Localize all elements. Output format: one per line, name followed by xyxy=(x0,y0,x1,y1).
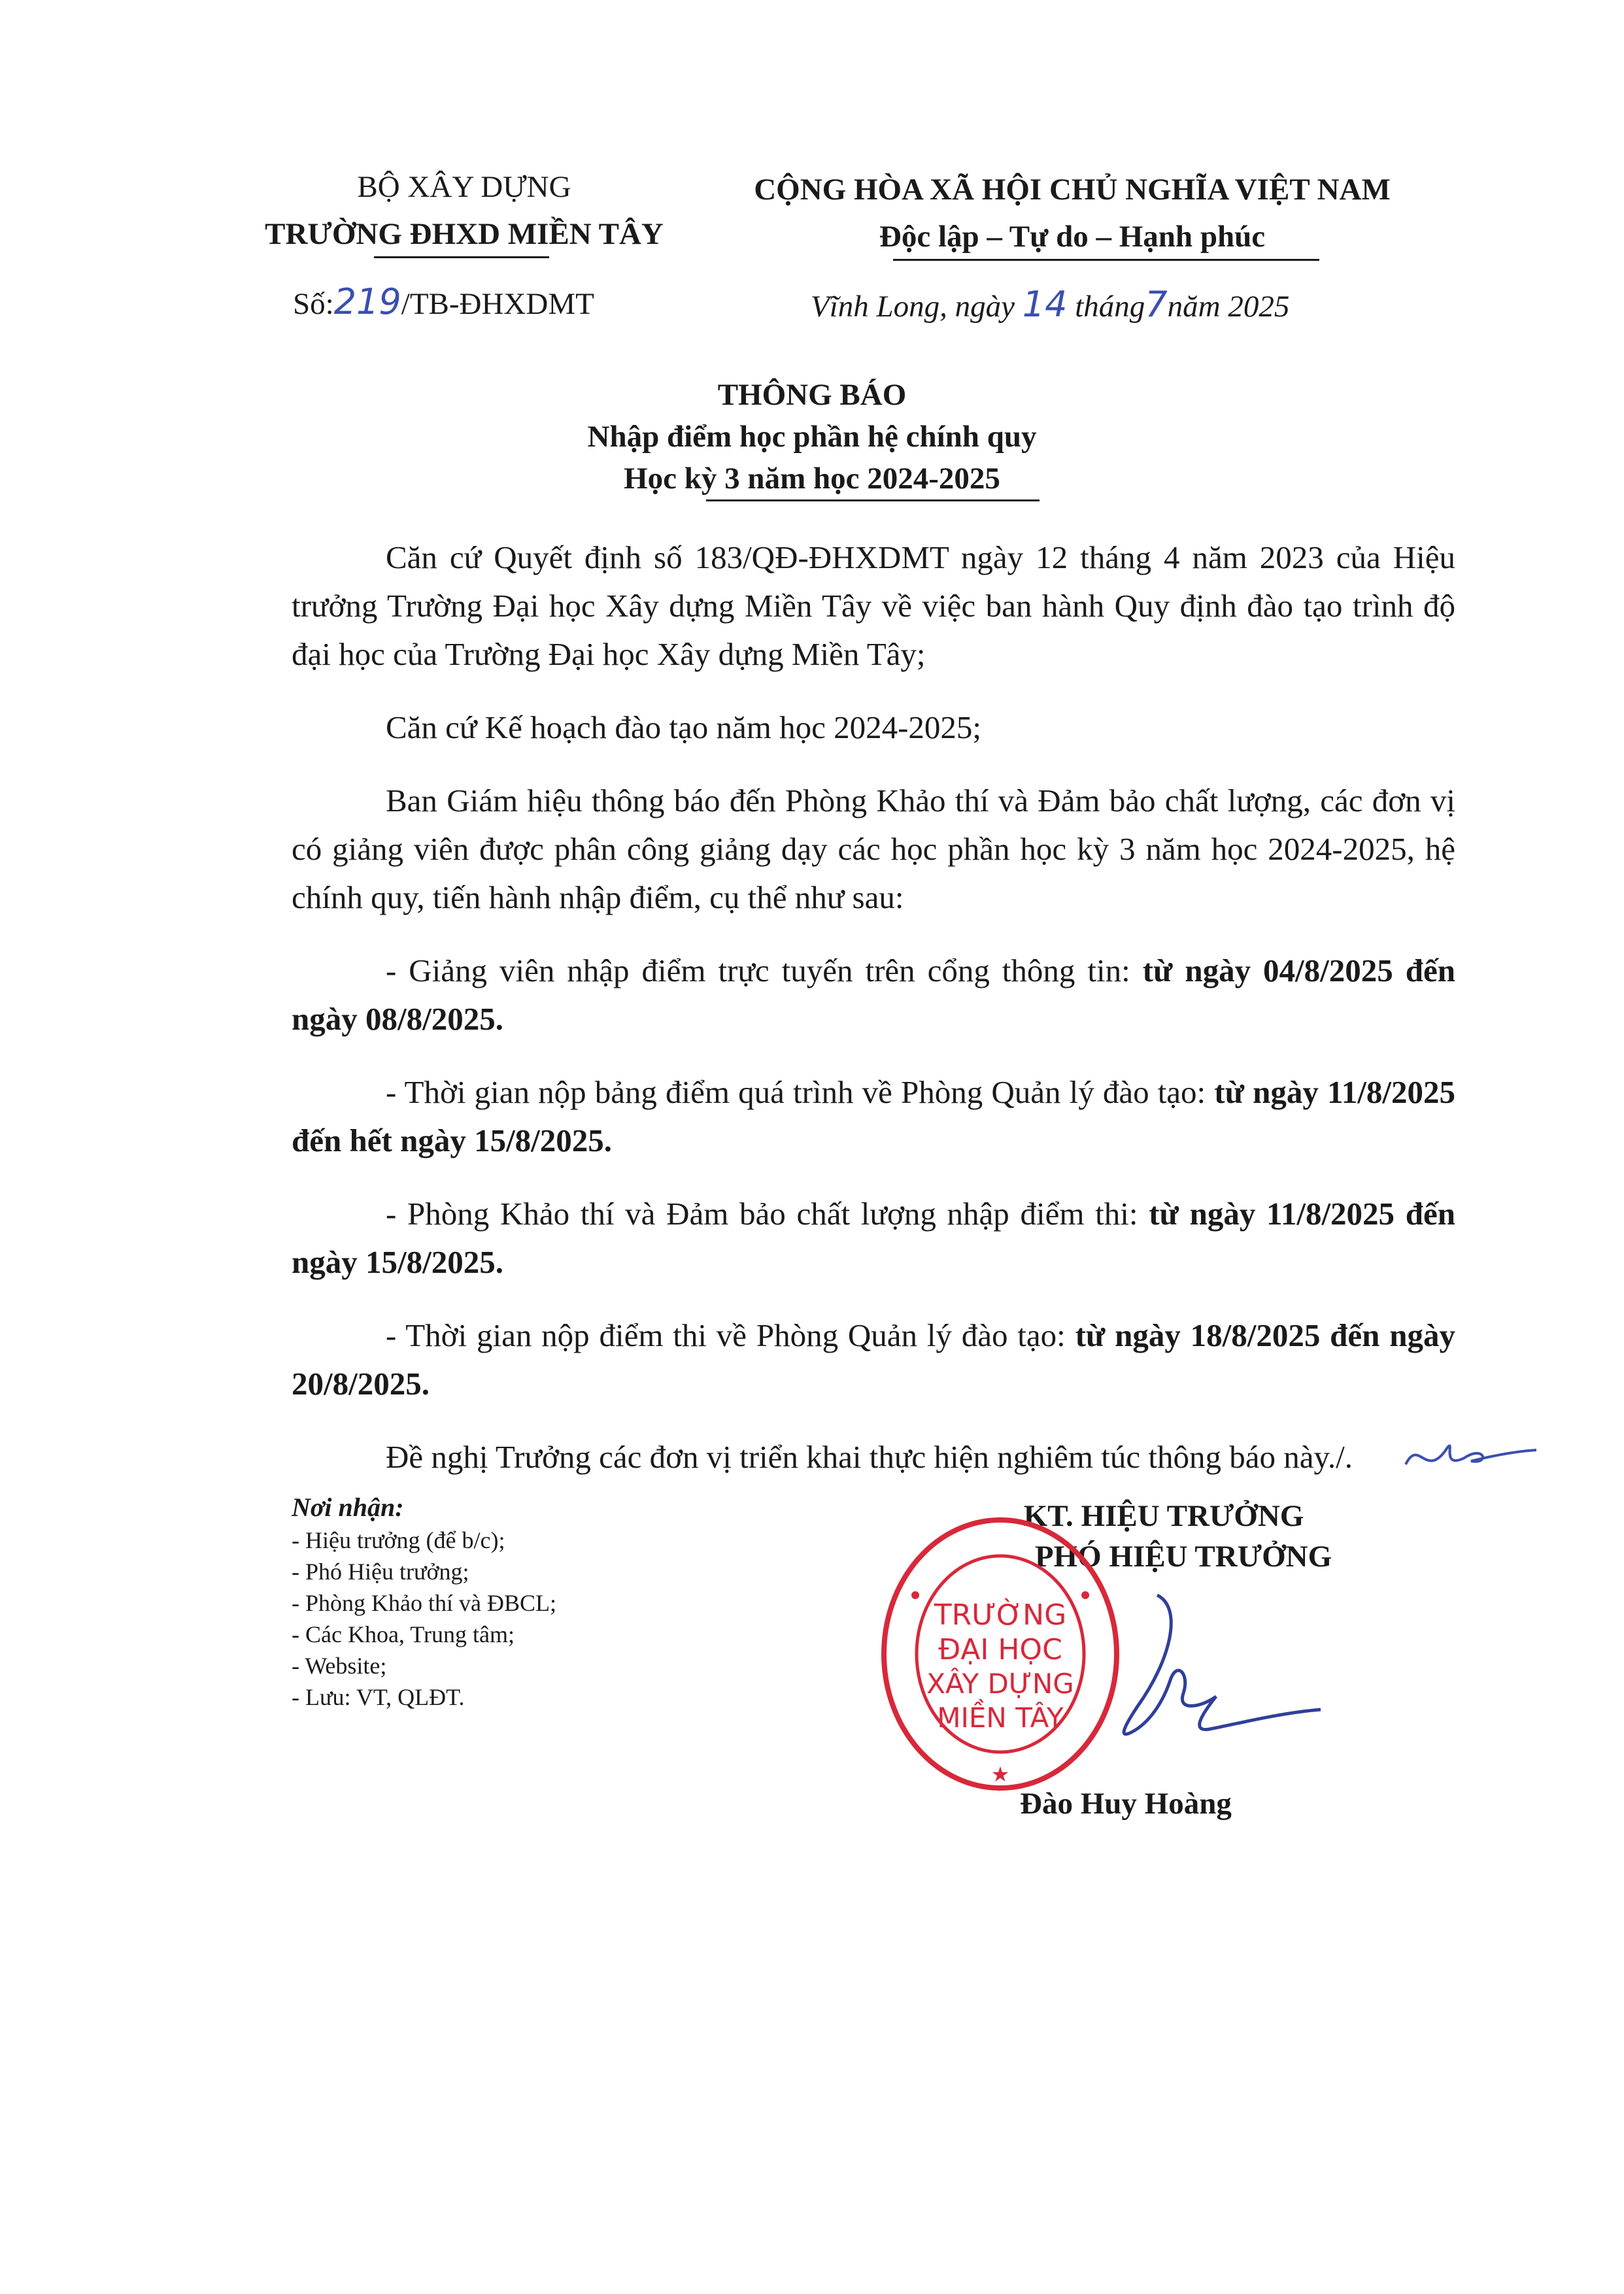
school-name xyxy=(235,216,693,252)
paragraph-plan: Căn cứ Kế hoạch đào tạo năm học 2024-2025; xyxy=(386,709,982,745)
paragraph-decision: Căn cứ Quyết định số 183/QĐ-ĐHXDMT ngày 12 tháng 4 năm 2023 của Hiệu trưởng Trường Đại học Xây dựng Miền Tây về việc ban hành Quy định đào tạo trình độ đại học của Trường Đại học Xây dựng Miền Tây; xyxy=(292,539,1455,672)
document-subtitle-2: Học kỳ 3 năm học 2024-2025 xyxy=(624,462,1000,496)
body xyxy=(292,533,1455,1506)
signature-title-1: KT. HIỆU TRƯỞNG xyxy=(1023,1499,1304,1533)
recipient-item: - Lưu: VT, QLĐT. xyxy=(292,1684,465,1710)
subtitle-underline xyxy=(706,499,1040,501)
date-month-label: tháng xyxy=(1075,290,1145,324)
recipient-item: - Hiệu trưởng (để b/c); xyxy=(292,1527,505,1553)
signature-title-2: PHÓ HIỆU TRƯỞNG xyxy=(1034,1540,1332,1574)
number-prefix: Số: xyxy=(293,287,334,321)
recipient-item: - Phòng Khảo thí và ĐBCL; xyxy=(292,1590,556,1616)
item-process-grades: - Thời gian nộp bảng điểm quá trình về Phòng Quản lý đào tạo: từ ngày 11/8/2025 đến hết ngày 15/8/2025. xyxy=(292,1074,1455,1158)
recipient-item: - Website; xyxy=(292,1653,387,1679)
motto-underline xyxy=(893,259,1319,261)
school-underline xyxy=(374,256,549,258)
school-name-text: TRƯỜNG ĐHXD MIỀN TÂY xyxy=(265,217,664,251)
recipient-item: - Các Khoa, Trung tâm; xyxy=(292,1621,515,1647)
closing-paragraph: Đề nghị Trưởng các đơn vị triển khai thực hiện nghiêm túc thông báo này./. xyxy=(386,1439,1353,1475)
document-number xyxy=(293,281,698,322)
seal-line-1: TRƯỜNG xyxy=(934,1598,1067,1632)
number-suffix: /TB-ĐHXDMT xyxy=(401,287,594,321)
document-title: THÔNG BÁO xyxy=(717,378,907,412)
motto: Độc lập – Tự do – Hạnh phúc xyxy=(879,220,1266,254)
item-exam-submission: - Thời gian nộp điểm thi về Phòng Quản lý đào tạo: từ ngày 18/8/2025 đến ngày 20/8/2025. xyxy=(292,1317,1455,1402)
recipients xyxy=(292,1491,749,1713)
date-month: 7 xyxy=(1145,284,1168,325)
document-subtitle-1: Nhập điểm học phần hệ chính quy xyxy=(587,420,1037,454)
date-line xyxy=(811,286,1464,325)
date-place: Vĩnh Long, ngày xyxy=(811,290,1015,324)
date-year: năm 2025 xyxy=(1167,290,1290,324)
svg-text:★: ★ xyxy=(990,1762,1010,1787)
official-seal xyxy=(870,1504,1131,1817)
seal-line-3: XÂY DỰNG xyxy=(926,1668,1074,1700)
recipients-title: Nơi nhận: xyxy=(292,1493,404,1522)
handwritten-signature xyxy=(1111,1582,1334,1778)
recipient-item: - Phó Hiệu trưởng; xyxy=(292,1559,469,1585)
seal-line-2: ĐẠI HỌC xyxy=(938,1633,1062,1666)
number-handwritten: 219 xyxy=(333,281,401,322)
item-online-entry: - Giảng viên nhập điểm trực tuyến trên cổng thông tin: từ ngày 04/8/2025 đến ngày 08/8/2025. xyxy=(292,953,1455,1037)
signer-name: Đào Huy Hoàng xyxy=(1020,1787,1232,1821)
seal-line-4: MIỀN TÂY xyxy=(937,1702,1064,1734)
initial-mark xyxy=(1399,1425,1543,1491)
ministry-name: BỘ XÂY DỰNG xyxy=(357,170,571,204)
country-name: CỘNG HÒA XÃ HỘI CHỦ NGHĨA VIỆT NAM xyxy=(754,173,1391,207)
date-day: 14 xyxy=(1022,284,1068,325)
paragraph-announcement: Ban Giám hiệu thông báo đến Phòng Khảo thí và Đảm bảo chất lượng, các đơn vị có giảng viên được phân công giảng dạy các học phần học kỳ 3 năm học 2024-2025, hệ chính quy, tiến hành nhập điểm, cụ thể như sau: xyxy=(292,783,1455,915)
item-exam-entry: - Phòng Khảo thí và Đảm bảo chất lượng nhập điểm thi: từ ngày 11/8/2025 đến ngày 15/8/2025. xyxy=(292,1196,1455,1280)
